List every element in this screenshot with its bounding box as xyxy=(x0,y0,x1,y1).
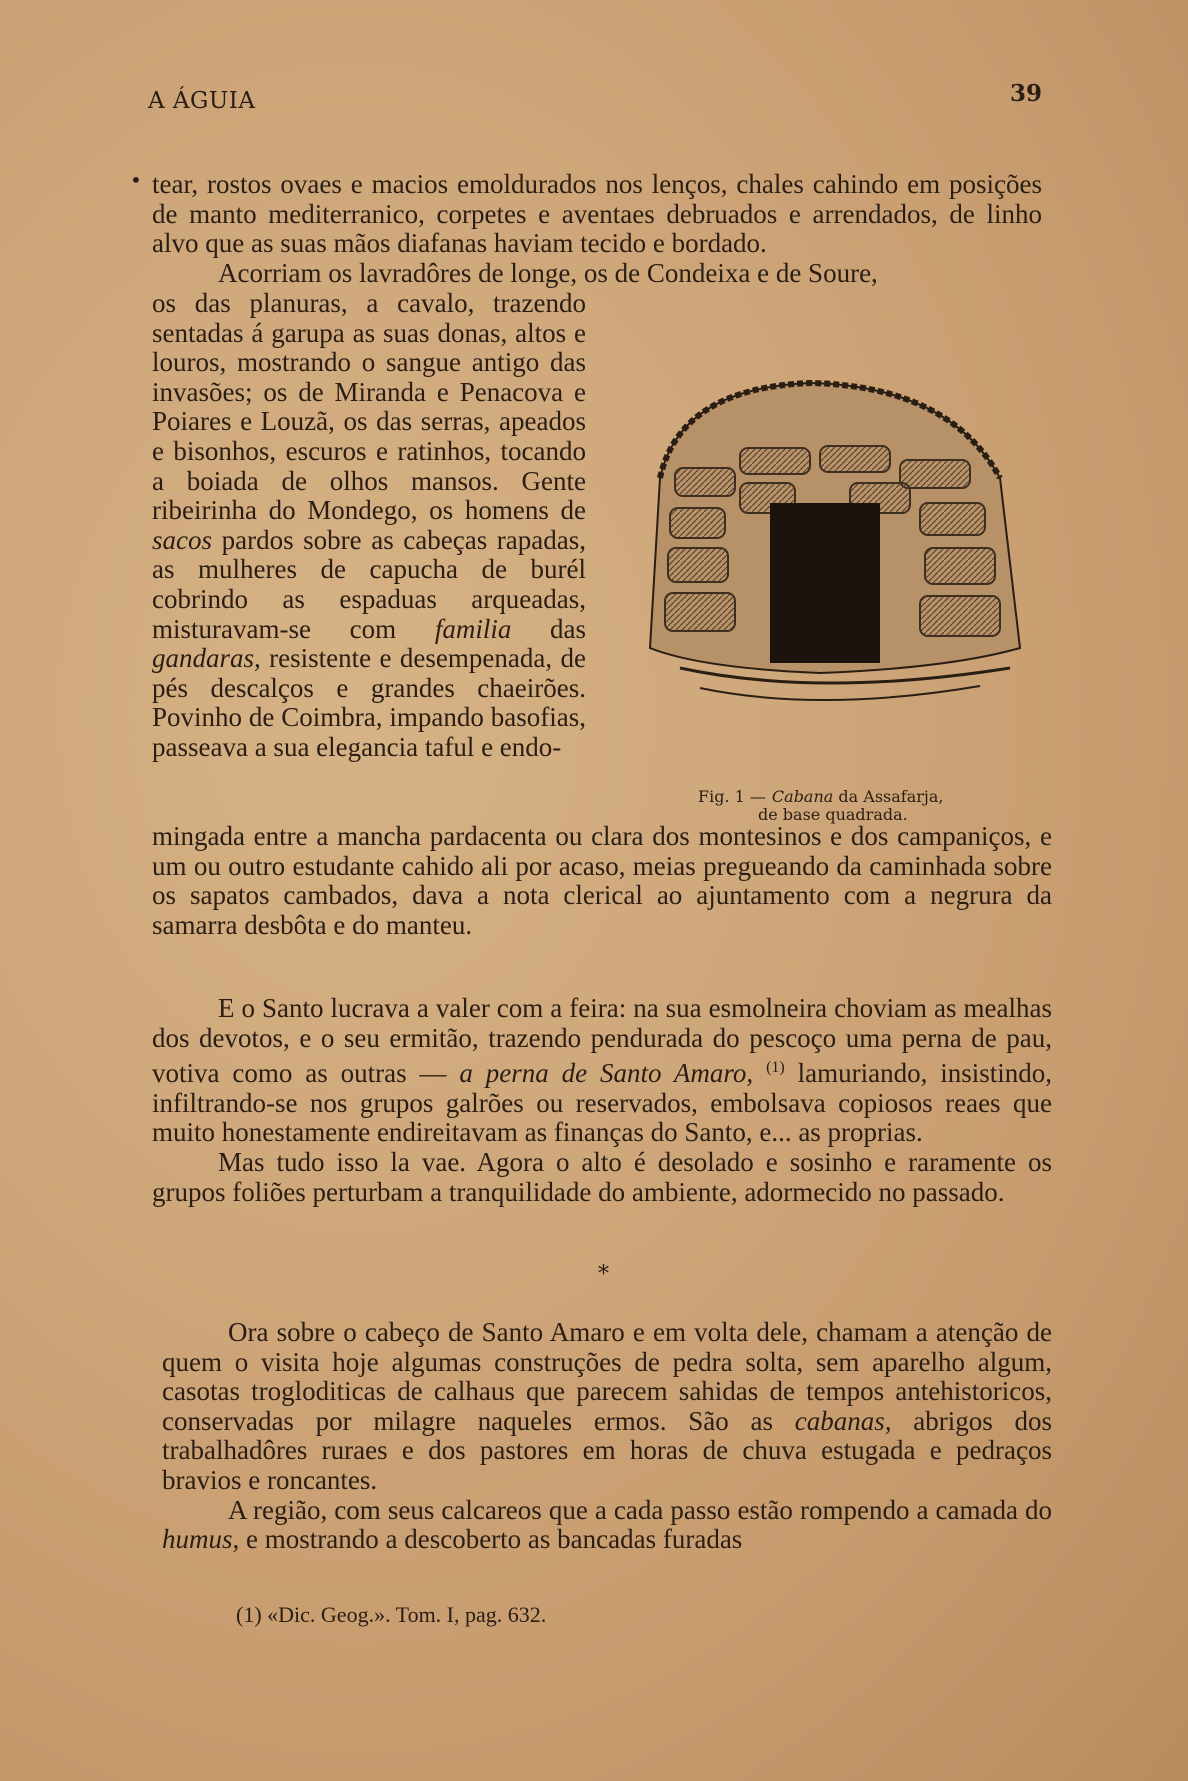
running-head: A ÁGUIA xyxy=(148,88,256,114)
paragraph-3-4: E o Santo lucrava a valer com a feira: na sua esmolneira choviam as mealhas dos devotos, e o seu ermitão, trazendo pendurada do pescoço uma perna de pau, votiva como as outras — a perna de Santo Amaro, $^{(1)}$ lamuriando, insistindo, infiltrando-se nos grupos galrões ou reservados, embolsava copiosos reaes que muito honestamente endireitavam as finanças do Santo, e... as proprias. Mas tudo isso la vae. Agora o alto é desolado e sosinho e raramente os grupos foliões perturbam a tranquilidade do ambiente, adormecido no passado. xyxy=(152,993,1052,1207)
paragraph-2-narrow: os das planuras, a cavalo, trazendo sentadas á garupa as suas donas, altos e louros, mostrando o sangue antigo das invasões; os de Miranda e Penacova e Poiares e Louzã, os das serras, apeados e bisonhos, escuros e ratinhos, tocando a boiada de olhos mansos. Gente ribeirinha do Mondego, os homens de sacos pardos sobre as cabeças rapadas, as mulheres de capucha de burél cobrindo as espaduas arqueadas, misturavam-se com familia das gandaras, resistente e desempenada, de pés descalços e grandes chaeirões. Povinho de Coimbra, impando basofias, passeava a sua elegancia taful e endo- xyxy=(152,288,587,762)
paragraph-1: tear, rostos ovaes e macios emoldurados nos lenços, chales cahindo em posições de manto mediterranico, corpetes e aventaes debruados e arrendados, de linho alvo que as suas mãos diafanas haviam tecido e bordado. Acorriam os lavradôres de longe, os de Condeixa e de Soure, xyxy=(152,169,1042,288)
section-separator: * xyxy=(598,1262,609,1287)
paragraph-2-continued: mingada entre a mancha pardacenta ou clara dos montesinos e dos campaniços, e um ou outro estudante cahido ali por acaso, meias pregueando da caminhada sobre os sapatos cambados, dava a nota clerical ao ajuntamento com a negrura da samarra desbôta e do manteu. xyxy=(152,821,1052,940)
paragraph-5-6: Ora sobre o cabeço de Santo Amaro e em volta dele, chamam a atenção de quem o visita hoje algumas construções de pedra solta, sem aparelho algum, casotas trogloditicas de calhaus que parecem sahidas de tempos antehistoricos, conservadas por milagre naqueles ermos. São as cabanas, abrigos dos trabalhadôres ruraes e dos pastores em horas de chuva estugada e pedraços bravios e roncantes. A região, com seus calcareos que a cada passo estão rompendo a camada do humus, e mostrando a descoberto as bancadas furadas xyxy=(162,1317,1053,1555)
figure-hut-illustration xyxy=(620,368,1040,748)
figure-caption: Fig. 1 — Cabana da Assafarja, de base quadrada. xyxy=(698,787,944,824)
footnote: (1) «Dic. Geog.». Tom. I, pag. 632. xyxy=(236,1602,547,1627)
paragraph-2-first-line: Acorriam os lavradôres de longe, os de Condeixa e de Soure, xyxy=(218,257,878,288)
page-number: 39 xyxy=(1010,80,1043,107)
stone-hut-engraving xyxy=(620,368,1040,748)
paragraph-4: Mas tudo isso la vae. Agora o alto é desolado e sosinho e raramente os grupos foliões perturbam a tranquilidade do ambiente, adormecido no passado. xyxy=(152,1146,1052,1207)
margin-mark: • xyxy=(130,168,142,192)
